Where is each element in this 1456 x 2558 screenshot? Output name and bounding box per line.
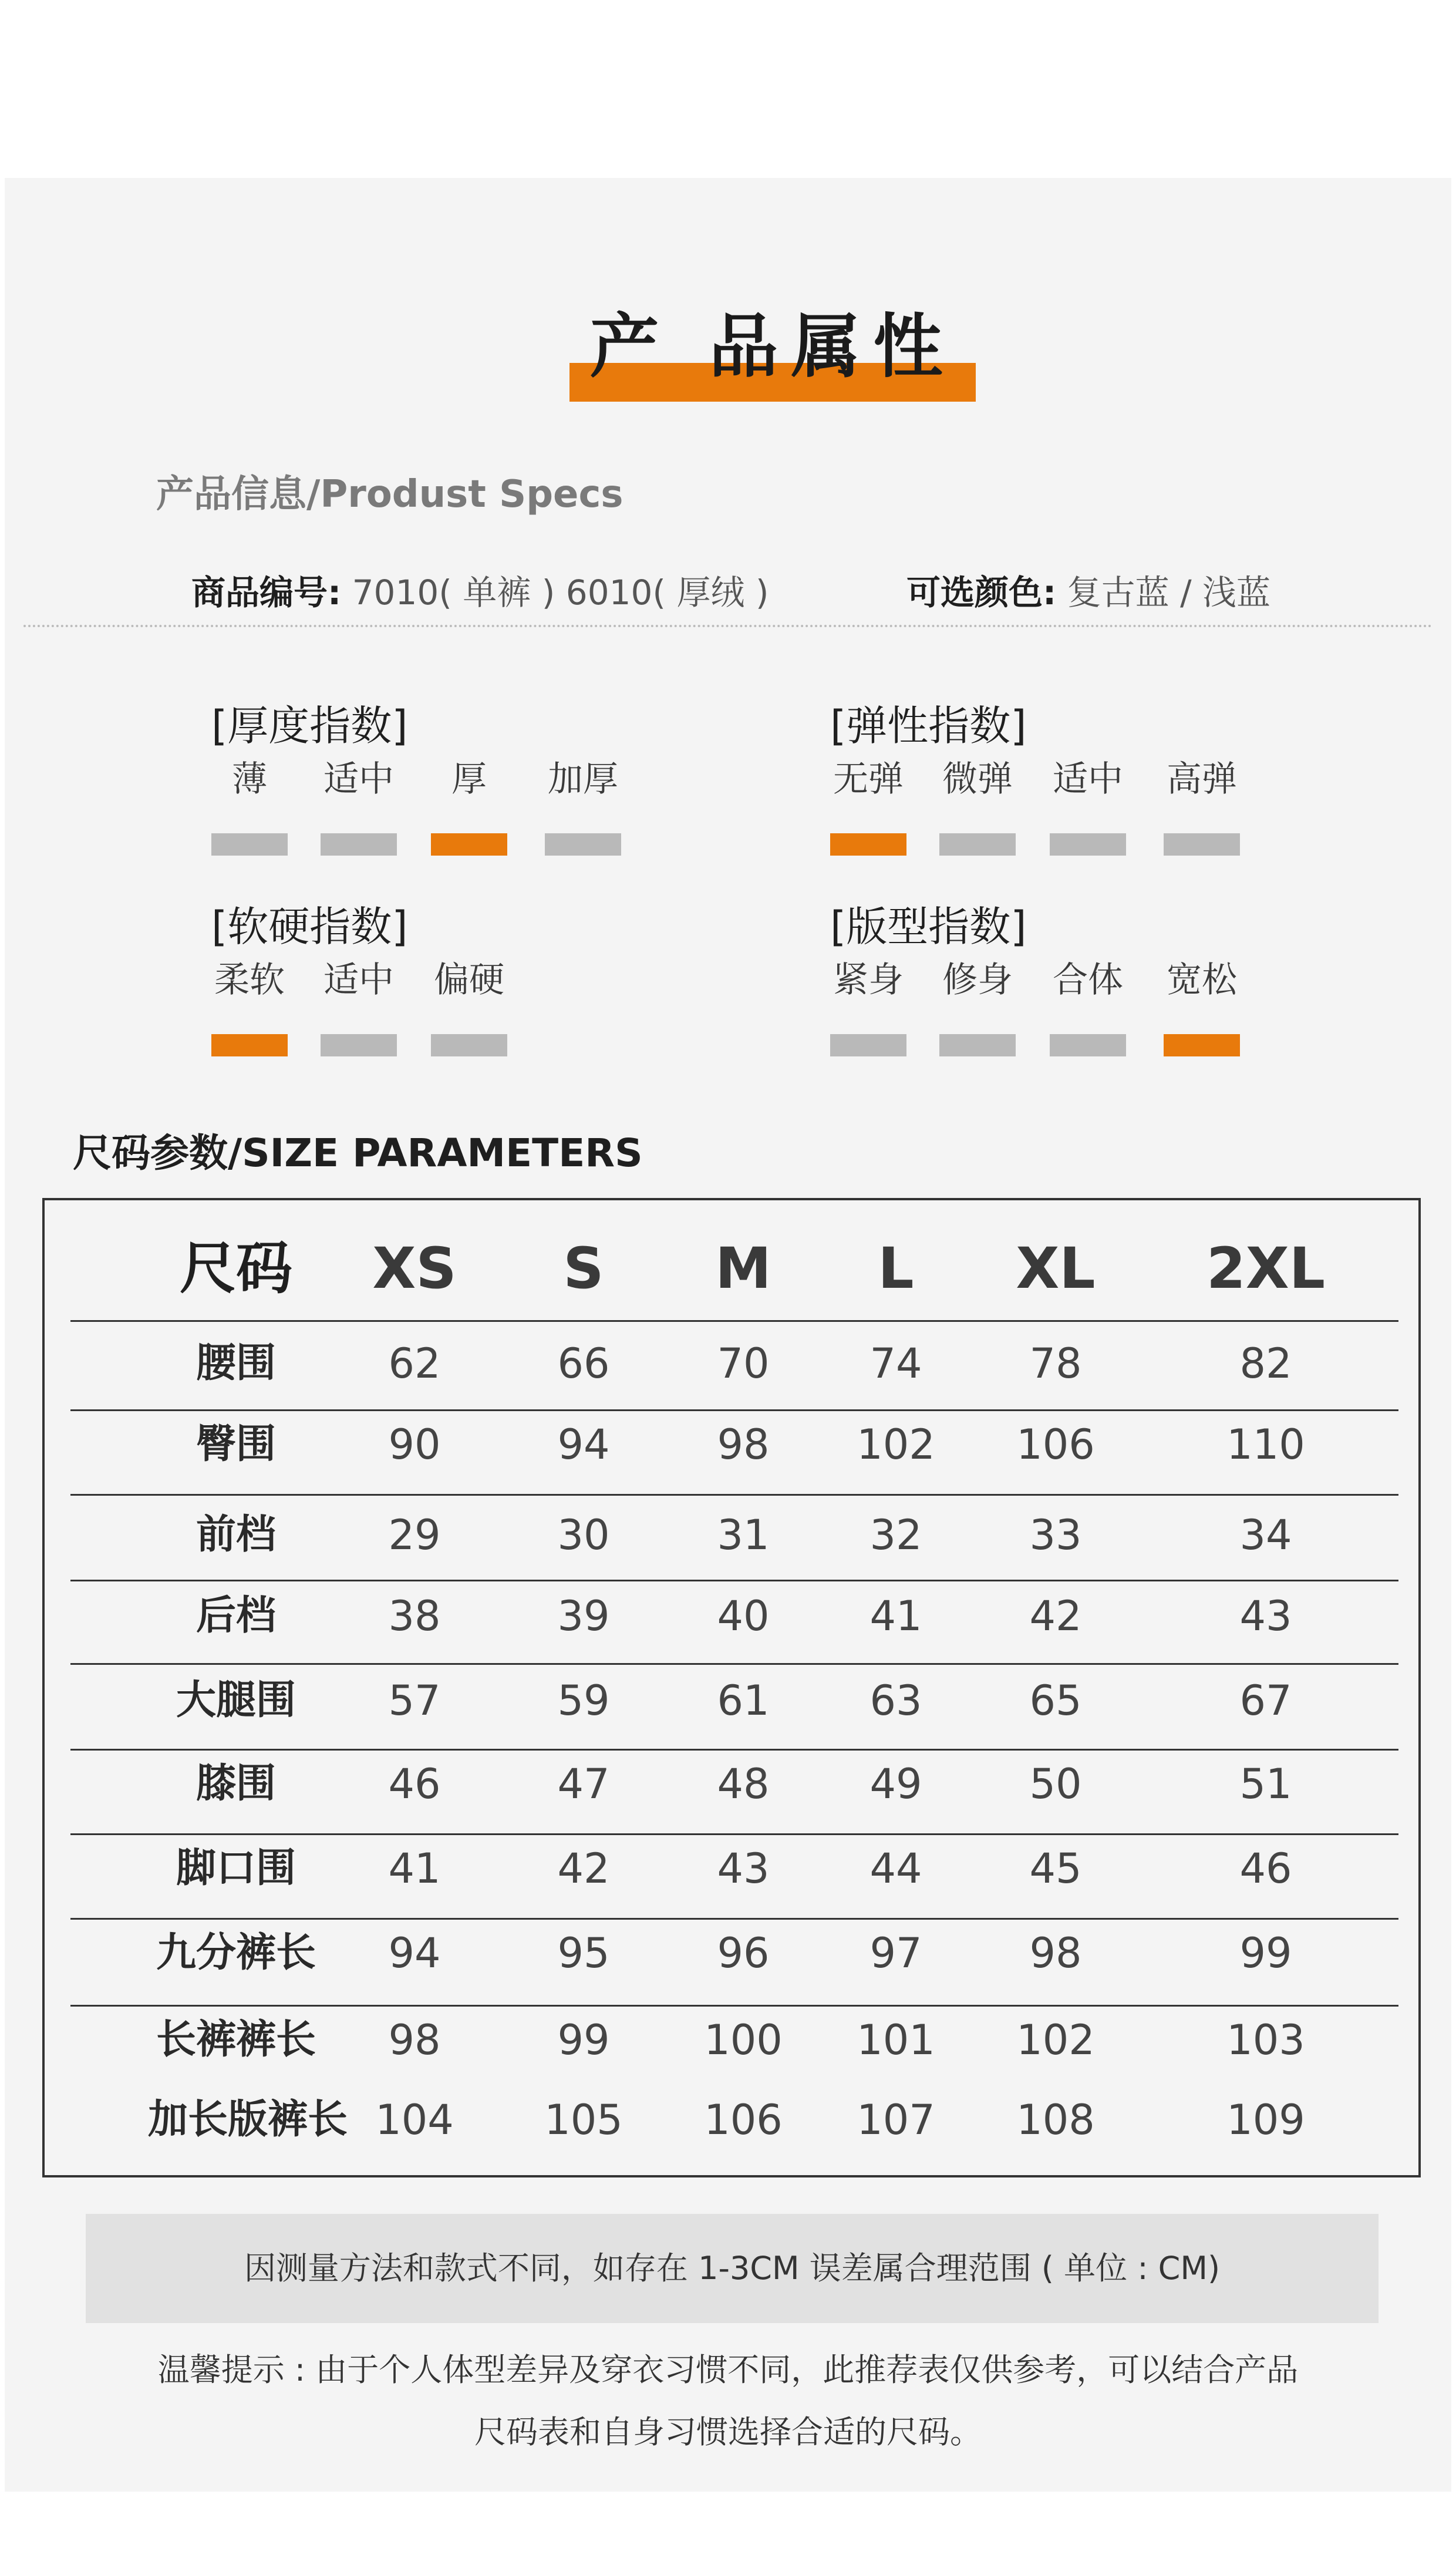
table-row-divider bbox=[70, 1749, 1398, 1751]
table-cell: 39 bbox=[557, 1592, 610, 1640]
thickness-index bbox=[211, 693, 618, 879]
table-cell: 41 bbox=[869, 1592, 922, 1640]
index-option-bar bbox=[939, 1034, 1016, 1056]
index-option-label: 适中 bbox=[323, 759, 394, 800]
header-cell: L bbox=[878, 1236, 914, 1301]
table-cell: 46 bbox=[388, 1760, 441, 1808]
index-option-label: 薄 bbox=[232, 759, 267, 800]
index-option-bar bbox=[1164, 833, 1240, 856]
row-label-cell: 九分裤长 bbox=[156, 1930, 316, 1976]
specs-section-label: 产品信息/Produst Specs bbox=[156, 473, 623, 516]
table-cell: 98 bbox=[388, 2016, 441, 2064]
index-option-bar-selected bbox=[1164, 1034, 1240, 1056]
table-cell: 103 bbox=[1226, 2016, 1305, 2064]
table-cell: 108 bbox=[1016, 2096, 1095, 2144]
table-cell: 65 bbox=[1029, 1677, 1082, 1725]
row-label-cell: 大腿围 bbox=[176, 1677, 296, 1724]
index-option-label: 宽松 bbox=[1167, 960, 1237, 1001]
table-cell: 50 bbox=[1029, 1760, 1082, 1808]
index-title: [软硬指数] bbox=[211, 903, 408, 951]
table-cell: 40 bbox=[717, 1592, 770, 1640]
table-cell: 43 bbox=[1239, 1592, 1292, 1640]
table-cell: 98 bbox=[717, 1421, 770, 1469]
index-option bbox=[431, 957, 507, 1056]
index-option-bar bbox=[830, 1034, 906, 1056]
table-cell: 101 bbox=[857, 2016, 935, 2064]
index-option bbox=[211, 756, 288, 856]
index-option-bar-selected bbox=[830, 833, 906, 856]
index-option-label: 适中 bbox=[1053, 759, 1123, 800]
index-option bbox=[1164, 957, 1240, 1056]
table-cell: 97 bbox=[869, 1929, 922, 1977]
table-cell: 99 bbox=[1239, 1929, 1292, 1977]
table-row-divider bbox=[70, 1409, 1398, 1411]
index-option bbox=[830, 957, 906, 1056]
color-options-label: 可选颜色: bbox=[906, 573, 1057, 612]
table-row-divider bbox=[70, 2005, 1398, 2007]
fit-index bbox=[830, 894, 1237, 1080]
index-option-bar bbox=[545, 833, 621, 856]
table-cell: 44 bbox=[869, 1845, 922, 1893]
table-cell: 82 bbox=[1239, 1339, 1292, 1388]
index-option bbox=[321, 756, 397, 856]
table-cell: 34 bbox=[1239, 1511, 1292, 1559]
table-cell: 41 bbox=[388, 1845, 441, 1893]
table-cell: 46 bbox=[1239, 1845, 1292, 1893]
index-title: [弹性指数] bbox=[830, 702, 1027, 750]
table-cell: 102 bbox=[1016, 2016, 1095, 2064]
size-parameters-heading: 尺码参数/SIZE PARAMETERS bbox=[73, 1130, 643, 1176]
table-row-divider bbox=[70, 1663, 1398, 1665]
index-option-label: 合体 bbox=[1053, 960, 1123, 1001]
index-option-bar bbox=[431, 1034, 507, 1056]
row-label-cell: 脚口围 bbox=[176, 1845, 296, 1891]
index-option bbox=[321, 957, 397, 1056]
index-option-bar bbox=[211, 833, 288, 856]
product-code-value: 7010( 单裤 ) 6010( 厚绒 ) bbox=[352, 573, 769, 612]
index-option-label: 微弹 bbox=[942, 759, 1013, 800]
index-option-bar bbox=[1050, 1034, 1126, 1056]
table-cell: 59 bbox=[557, 1677, 610, 1725]
index-option bbox=[1050, 957, 1126, 1056]
index-option-label: 适中 bbox=[323, 960, 394, 1001]
table-cell: 42 bbox=[557, 1845, 610, 1893]
index-option-bar bbox=[1050, 833, 1126, 856]
index-option bbox=[211, 957, 288, 1056]
table-cell: 61 bbox=[717, 1677, 770, 1725]
table-cell: 67 bbox=[1239, 1677, 1292, 1725]
table-cell: 94 bbox=[388, 1929, 441, 1977]
table-cell: 63 bbox=[869, 1677, 922, 1725]
table-cell: 62 bbox=[388, 1339, 441, 1388]
table-cell: 30 bbox=[557, 1511, 610, 1559]
table-cell: 106 bbox=[1016, 1421, 1095, 1469]
table-cell: 32 bbox=[869, 1511, 922, 1559]
index-option bbox=[1164, 756, 1240, 856]
row-label-cell: 腰围 bbox=[196, 1340, 276, 1386]
table-row-divider bbox=[70, 1494, 1398, 1496]
index-option bbox=[830, 756, 906, 856]
table-row-divider bbox=[70, 1833, 1398, 1835]
table-cell: 66 bbox=[557, 1339, 610, 1388]
row-label-cell: 臀围 bbox=[196, 1421, 276, 1468]
table-cell: 33 bbox=[1029, 1511, 1082, 1559]
index-option bbox=[939, 957, 1016, 1056]
index-options bbox=[830, 756, 1237, 879]
table-cell: 107 bbox=[857, 2096, 935, 2144]
index-option-label: 修身 bbox=[942, 960, 1013, 1001]
table-cell: 29 bbox=[388, 1511, 441, 1559]
product-code-line bbox=[191, 565, 769, 614]
table-cell: 45 bbox=[1029, 1845, 1082, 1893]
tip-line-2: 尺码表和自身习惯选择合适的尺码。 bbox=[474, 2414, 982, 2451]
header-cell: XL bbox=[1016, 1236, 1096, 1301]
row-label-cell: 前档 bbox=[196, 1512, 276, 1558]
table-cell: 98 bbox=[1029, 1929, 1082, 1977]
table-cell: 104 bbox=[375, 2096, 454, 2144]
softness-index bbox=[211, 894, 504, 1080]
row-label-cell: 加长版裤长 bbox=[148, 2096, 348, 2143]
index-option-label: 无弹 bbox=[833, 759, 904, 800]
row-label-cell: 膝围 bbox=[196, 1761, 276, 1807]
table-cell: 94 bbox=[557, 1421, 610, 1469]
index-options bbox=[830, 957, 1237, 1080]
index-option-label: 偏硬 bbox=[434, 960, 504, 1001]
header-cell: M bbox=[715, 1236, 771, 1301]
table-cell: 70 bbox=[717, 1339, 770, 1388]
table-cell: 106 bbox=[704, 2096, 783, 2144]
table-row-divider bbox=[70, 1580, 1398, 1581]
tip-line-1: 温馨提示 : 由于个人体型差异及穿衣习惯不同，此推荐表仅供参考，可以结合产品 bbox=[157, 2351, 1299, 2388]
table-cell: 105 bbox=[544, 2096, 623, 2144]
color-options-value: 复古蓝 / 浅蓝 bbox=[1067, 573, 1271, 612]
index-option-bar bbox=[939, 833, 1016, 856]
color-options-line bbox=[906, 565, 1270, 614]
product-code-label: 商品编号: bbox=[191, 573, 342, 612]
table-row-divider bbox=[70, 1918, 1398, 1920]
table-cell: 78 bbox=[1029, 1339, 1082, 1388]
index-option bbox=[431, 756, 507, 856]
header-cell: XS bbox=[372, 1236, 457, 1301]
index-title: [版型指数] bbox=[830, 903, 1027, 951]
index-option-label: 柔软 bbox=[214, 960, 285, 1001]
dotted-divider bbox=[23, 625, 1433, 627]
header-cell-size: 尺码 bbox=[180, 1236, 292, 1301]
table-cell: 110 bbox=[1226, 1421, 1305, 1469]
table-cell: 95 bbox=[557, 1929, 610, 1977]
index-options bbox=[211, 957, 504, 1080]
row-label-cell: 长裤裤长 bbox=[156, 2017, 316, 2063]
table-cell: 51 bbox=[1239, 1760, 1292, 1808]
table-cell: 90 bbox=[388, 1421, 441, 1469]
table-row-divider bbox=[70, 1320, 1398, 1322]
table-cell: 31 bbox=[717, 1511, 770, 1559]
row-label-cell: 后档 bbox=[196, 1593, 276, 1639]
header-cell: S bbox=[563, 1236, 604, 1301]
header-cell: 2XL bbox=[1206, 1236, 1325, 1301]
page-title: 产 品属性 bbox=[589, 306, 956, 387]
table-cell: 42 bbox=[1029, 1592, 1082, 1640]
index-option-label: 紧身 bbox=[833, 960, 904, 1001]
index-option bbox=[1050, 756, 1126, 856]
index-option-label: 加厚 bbox=[548, 759, 618, 800]
table-cell: 43 bbox=[717, 1845, 770, 1893]
table-cell: 57 bbox=[388, 1677, 441, 1725]
table-cell: 109 bbox=[1226, 2096, 1305, 2144]
table-cell: 47 bbox=[557, 1760, 610, 1808]
index-option-bar-selected bbox=[431, 833, 507, 856]
table-cell: 74 bbox=[869, 1339, 922, 1388]
index-option-label: 厚 bbox=[451, 759, 487, 800]
table-cell: 99 bbox=[557, 2016, 610, 2064]
size-table bbox=[42, 1198, 1421, 2177]
index-option-label: 高弹 bbox=[1167, 759, 1237, 800]
elasticity-index bbox=[830, 693, 1237, 879]
table-cell: 100 bbox=[704, 2016, 783, 2064]
index-option-bar bbox=[321, 1034, 397, 1056]
table-cell: 38 bbox=[388, 1592, 441, 1640]
table-cell: 49 bbox=[869, 1760, 922, 1808]
index-option-bar bbox=[321, 833, 397, 856]
measurement-note: 因测量方法和款式不同，如存在 1-3CM 误差属合理范围 ( 单位 : CM) bbox=[86, 2214, 1379, 2323]
index-option bbox=[545, 756, 621, 856]
table-cell: 48 bbox=[717, 1760, 770, 1808]
index-option bbox=[939, 756, 1016, 856]
table-cell: 102 bbox=[857, 1421, 935, 1469]
index-options bbox=[211, 756, 618, 879]
table-cell: 96 bbox=[717, 1929, 770, 1977]
index-title: [厚度指数] bbox=[211, 702, 408, 750]
index-option-bar-selected bbox=[211, 1034, 288, 1056]
